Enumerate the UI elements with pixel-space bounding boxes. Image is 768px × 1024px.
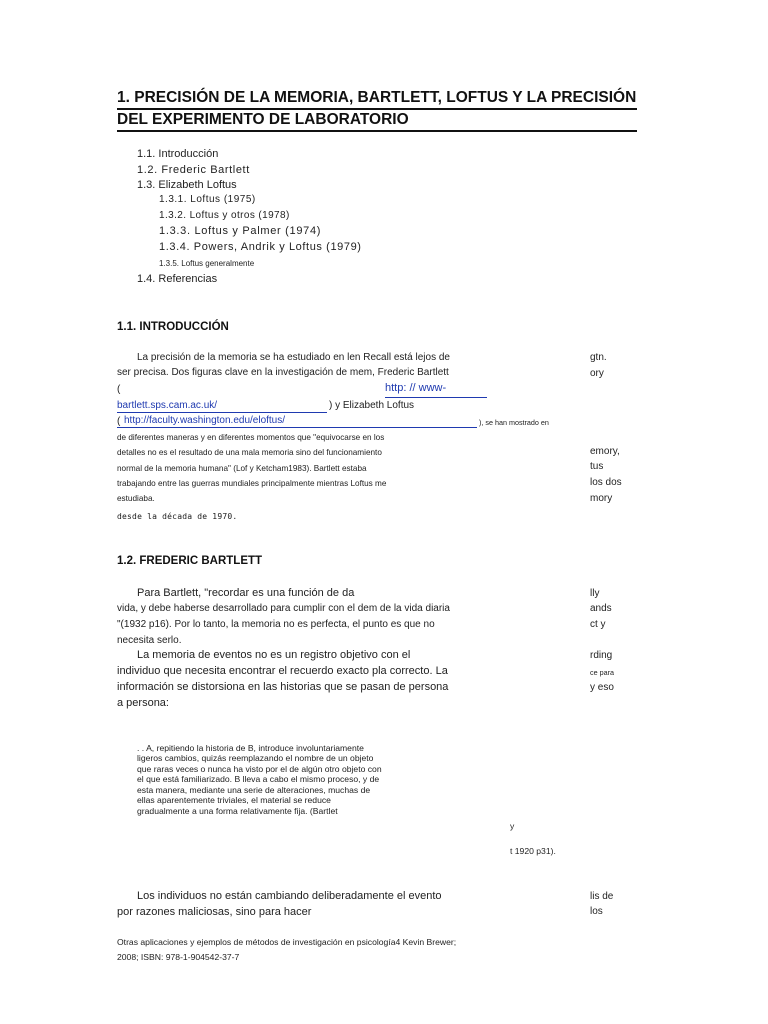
- quote-line: esta manera, mediante una serie de alteraciones, muchas de: [137, 785, 371, 795]
- bartlett-link-continued[interactable]: bartlett.sps.cam.ac.uk/: [117, 400, 218, 411]
- paragraph-line: trabajando entre las guerras mundiales principalmente mientras Loftus me: [117, 479, 387, 488]
- quote-line: . . A, repitiendo la historia de B, introduce involuntariamente: [137, 743, 364, 753]
- paragraph-line: Para Bartlett, "recordar es una función de da: [137, 587, 355, 599]
- margin-fragment: tus: [590, 461, 604, 472]
- quote-line: gradualmente a una forma relativamente fija. (Bartlet: [137, 806, 338, 816]
- quote-citation: t 1920 p31).: [510, 846, 556, 856]
- paragraph-line: detalles no es el resultado de una mala memoria sino del funcionamiento: [117, 448, 382, 457]
- paragraph-line: individuo que necesita encontrar el recuerdo exacto pla correcto. La: [117, 665, 448, 677]
- paragraph-line: (: [117, 416, 121, 427]
- paragraph-line: desde la década de 1970.: [117, 512, 238, 521]
- paragraph-line: ), se han mostrado en: [479, 418, 549, 427]
- paragraph-line: Los individuos no están cambiando deliberadamente el evento: [137, 890, 442, 902]
- margin-fragment: emory,: [590, 446, 620, 457]
- margin-fragment: ands: [590, 603, 612, 614]
- paragraph-line: información se distorsiona en las historias que se pasan de persona: [117, 681, 449, 693]
- link-underline: [385, 397, 487, 398]
- quote-line: que raras veces o nunca ha visto por el de algún otro objeto con: [137, 764, 382, 774]
- margin-fragment: mory: [590, 493, 613, 504]
- margin-fragment: lly: [590, 588, 600, 599]
- toc-item: 1.3.5. Loftus generalmente: [159, 259, 255, 268]
- title-line-1: 1. PRECISIÓN DE LA MEMORIA, BARTLETT, LOFTUS Y LA PRECISIÓN: [117, 89, 637, 106]
- paragraph-line: ser precisa. Dos figuras clave en la investigación de mem, Frederic Bartlett: [117, 367, 449, 378]
- toc-item: 1.3.3. Loftus y Palmer (1974): [159, 225, 322, 237]
- margin-fragment: ory: [590, 368, 604, 379]
- paragraph-line: La memoria de eventos no es un registro objetivo con el: [137, 649, 411, 661]
- footer-isbn: 2008; ISBN: 978-1-904542-37-7: [117, 952, 240, 962]
- paragraph-line: estudiaba.: [117, 494, 155, 503]
- section-heading-introduccion: 1.1. INTRODUCCIÓN: [117, 321, 229, 333]
- toc-item: 1.3.1. Loftus (1975): [159, 194, 256, 205]
- margin-fragment: y eso: [590, 682, 614, 693]
- bartlett-link[interactable]: http: // www-: [385, 382, 447, 394]
- paragraph-line: por razones maliciosas, sino para hacer: [117, 906, 312, 918]
- toc-item: 1.3. Elizabeth Loftus: [137, 179, 237, 191]
- toc-item: 1.2. Frederic Bartlett: [137, 164, 250, 176]
- margin-fragment: ce para: [590, 668, 614, 677]
- paragraph-line: necesita serlo.: [117, 635, 182, 646]
- link-underline: [117, 412, 327, 413]
- title-underline-2: [117, 130, 637, 132]
- quote-line: ellas aparentemente triviales, el material se reduce: [137, 795, 331, 805]
- link-underline: [117, 427, 477, 428]
- quote-tail: y: [510, 821, 515, 831]
- margin-fragment: los dos: [590, 477, 622, 488]
- paragraph-line: a persona:: [117, 697, 169, 709]
- margin-fragment: gtn.: [590, 352, 607, 363]
- loftus-link[interactable]: http://faculty.washington.edu/eloftus/: [124, 415, 286, 426]
- paragraph-line: vida, y debe haberse desarrollado para cumplir con el dem de la vida diaria: [117, 603, 450, 614]
- paragraph-line: "(1932 p16). Por lo tanto, la memoria no es perfecta, el punto es que no: [117, 619, 435, 630]
- title-underline-1: [117, 108, 637, 110]
- quote-line: ligeros cambios, quizás reemplazando el nombre de un objeto: [137, 753, 374, 763]
- quote-line: el que está familiarizado. B lleva a cabo el mismo proceso, y de: [137, 774, 380, 784]
- paragraph-line: normal de la memoria humana" (Lof y Ketcham1983). Bartlett estaba: [117, 464, 367, 473]
- toc-item: 1.3.2. Loftus y otros (1978): [159, 210, 290, 221]
- footer-citation: Otras aplicaciones y ejemplos de métodos de investigación en psicología4 Kevin Brewer;: [117, 937, 457, 947]
- margin-fragment: rding: [590, 650, 613, 661]
- title-line-2: DEL EXPERIMENTO DE LABORATORIO: [117, 111, 409, 128]
- margin-fragment: lis de: [590, 891, 614, 902]
- paragraph-line: ) y Elizabeth Loftus: [329, 400, 415, 411]
- margin-fragment: ct y: [590, 619, 606, 630]
- section-heading-frederic-bartlett: 1.2. FREDERIC BARTLETT: [117, 555, 263, 567]
- toc-item: 1.1. Introducción: [137, 148, 219, 160]
- paragraph-line: La precisión de la memoria se ha estudiado en len Recall está lejos de: [137, 352, 450, 363]
- toc-item: 1.3.4. Powers, Andrik y Loftus (1979): [159, 241, 362, 253]
- toc-item: 1.4. Referencias: [137, 273, 218, 285]
- paragraph-line: de diferentes maneras y en diferentes momentos que "equivocarse en los: [117, 433, 385, 442]
- margin-fragment: los: [590, 906, 603, 917]
- paragraph-line: (: [117, 384, 121, 395]
